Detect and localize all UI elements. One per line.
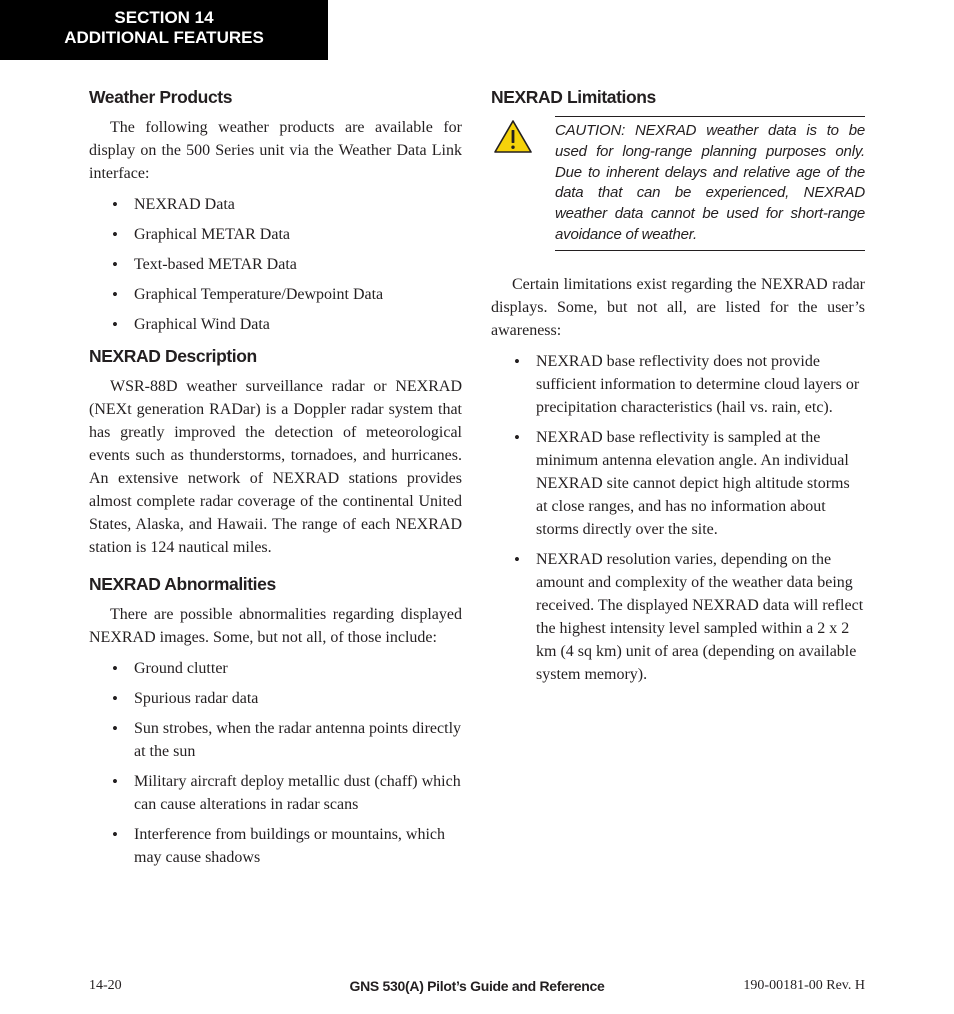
heading-weather-products: Weather Products xyxy=(89,87,233,107)
list-item: • Interference from buildings or mountains, which may cause shadows xyxy=(89,823,462,869)
caution-note xyxy=(491,116,865,251)
nexrad-limitations-intro: Certain limitations exist regarding the NEXRAD radar displays. Some, but not all, are listed for the user’s awareness: xyxy=(491,275,865,339)
list-item: • Text-based METAR Data xyxy=(89,253,462,276)
section-number: SECTION 14 xyxy=(114,8,214,27)
left-column xyxy=(89,84,462,876)
heading-nexrad-abnormalities: NEXRAD Abnormalities xyxy=(89,574,276,594)
section-title: ADDITIONAL FEATURES xyxy=(64,28,264,47)
list-item: • NEXRAD base reflectivity is sampled at the minimum antenna elevation angle. An individual NEXRAD site cannot depict high altitude storms at close ranges, and has no information about storms directly over the site. xyxy=(491,426,865,541)
weather-products-list xyxy=(89,193,462,336)
list-item: • NEXRAD Data xyxy=(89,193,462,216)
document-number: 190-00181-00 Rev. H xyxy=(743,978,865,993)
nexrad-description-body: WSR-88D weather surveillance radar or NEXRAD (NEXt generation RADar) is a Doppler radar system that has greatly improved the detection of meteorological events such as thunderstorms, tornadoes, and hurricanes. An extensive network of NEXRAD stations provides almost complete radar coverage of the continental United States, Alaska, and Hawaii. The range of each NEXRAD station is 124 nautical miles. xyxy=(89,378,462,556)
nexrad-abnormalities-intro: There are possible abnormalities regarding displayed NEXRAD images. Some, but not all, of those include: xyxy=(89,606,462,646)
page-footer xyxy=(89,978,865,1000)
weather-products-intro: The following weather products are available for display on the 500 Series unit via the Weather Data Link interface: xyxy=(89,119,462,182)
nexrad-abnormalities-list xyxy=(89,657,462,869)
list-item: • Military aircraft deploy metallic dust (chaff) which can cause alterations in radar scans xyxy=(89,770,462,816)
nexrad-limitations-list xyxy=(491,350,865,686)
section-header-tab xyxy=(0,0,328,60)
list-item: • Sun strobes, when the radar antenna points directly at the sun xyxy=(89,717,462,763)
list-item: • NEXRAD base reflectivity does not provide sufficient information to determine cloud layers or precipitation characteristics (hail vs. rain, etc). xyxy=(491,350,865,419)
heading-nexrad-limitations: NEXRAD Limitations xyxy=(491,87,656,107)
list-item: • Graphical Wind Data xyxy=(89,313,462,336)
list-item: • Graphical Temperature/Dewpoint Data xyxy=(89,283,462,306)
page-number: 14-20 xyxy=(89,978,122,993)
warning-triangle-icon xyxy=(493,119,533,155)
list-item: • NEXRAD resolution varies, depending on the amount and complexity of the weather data being received. The displayed NEXRAD data will reflect the highest intensity level sampled within a 2 x 2 km (4 sq km) unit of area (depending on available system memory). xyxy=(491,548,865,686)
right-column xyxy=(491,84,865,693)
list-item: • Spurious radar data xyxy=(89,687,462,710)
list-item: • Graphical METAR Data xyxy=(89,223,462,246)
caution-text: CAUTION: NEXRAD weather data is to be used for long-range planning purposes only. Due to inherent delays and relative age of the data that can be experienced, NEXRAD weather data cannot be used for short-range avoidance of weather. xyxy=(555,116,865,251)
document-title: GNS 530(A) Pilot’s Guide and Reference xyxy=(349,978,605,994)
heading-nexrad-description: NEXRAD Description xyxy=(89,346,257,366)
list-item: • Ground clutter xyxy=(89,657,462,680)
